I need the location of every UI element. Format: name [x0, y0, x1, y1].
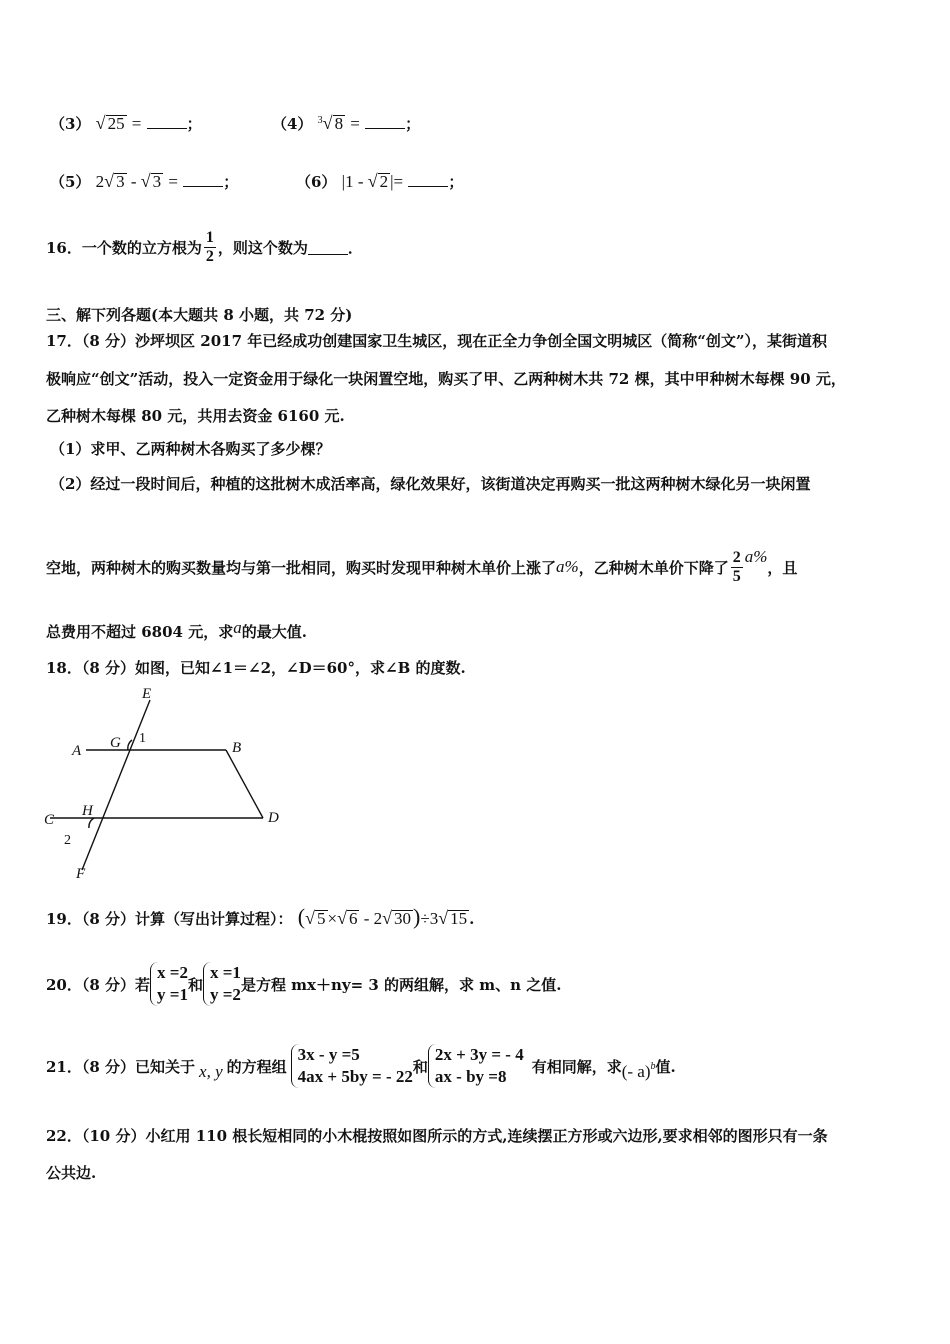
- label-angle-2: 2: [64, 833, 71, 848]
- sqrt-symbol: √: [104, 171, 115, 191]
- line-BD: [226, 750, 263, 818]
- label-E: E: [142, 686, 152, 702]
- label-B: B: [232, 740, 242, 756]
- sqrt-symbol: √: [367, 171, 378, 191]
- sqrt-symbol: √: [95, 113, 106, 133]
- answer-blank[interactable]: [147, 114, 187, 129]
- answer-blank[interactable]: [183, 172, 223, 187]
- q17-sub2: （2）经过一段时间后，种植的这批树木成活率高，绿化效果好，该街道决定再购买一批这两种树木绿化另一块闲置: [50, 475, 811, 493]
- equation-system: x =1 y =2: [203, 962, 241, 1006]
- question-20: 20．（8 分）若 x =2 y =1 和 x =1 y =2 是方程 mx＋ny= 3 的两组解，求 m、n 之值.: [46, 963, 562, 1004]
- fraction: $\frac{1}{2}$: [205, 228, 214, 265]
- q15-part3: （3） √ 25 = ；: [50, 113, 202, 133]
- q17-line5: 空地，两种树木的购买数量均与第一批相同，购买时发现甲种树木单价上涨了 a% ，乙种树木单价下降了 $\frac{2}{5}$ a% ，且: [46, 547, 798, 585]
- q17-line: 乙种树木每棵 80 元，共用去资金 6160 元.: [46, 407, 345, 425]
- answer-blank[interactable]: [308, 240, 348, 255]
- question-21: 21．（8 分）已知关于 x, y 的方程组 3x - y =5 4ax + 5by = - 22 和 2x + 3y = - 4 ax - by =8 有相同解，求 (- a) $^b$ 值.: [46, 1045, 676, 1086]
- section-title: 三、解下列各题(本大题共 8 小题，共 72 分): [46, 306, 353, 324]
- geometry-figure: [36, 684, 296, 884]
- transversal-line-EF: [82, 700, 150, 870]
- equation-system: 2x + 3y = - 4 ax - by =8: [428, 1044, 524, 1088]
- label-C: C: [44, 812, 55, 828]
- q15-part5: （5） 2√ 3 - √ 3 = ；: [50, 171, 239, 191]
- question-18: 18．（8 分）如图，已知∠1＝∠2，∠D＝60°，求∠B 的度数.: [46, 659, 466, 677]
- q17-line: 17．（8 分）沙坪坝区 2017 年已经成功创建国家卫生城区，现在正全力争创全国文明城区（简称“创文”），某街道积: [46, 332, 827, 350]
- q22-line: 公共边.: [46, 1164, 97, 1182]
- equation-system: 3x - y =5 4ax + 5by = - 22: [291, 1044, 413, 1088]
- q17-sub1: （1）求甲、乙两种树木各购买了多少棵？: [50, 440, 331, 458]
- angle-2-arc: [89, 818, 94, 828]
- answer-blank[interactable]: [365, 114, 405, 129]
- label-F: F: [76, 866, 86, 882]
- answer-blank[interactable]: [408, 172, 448, 187]
- label-H: H: [82, 803, 93, 819]
- q17-line: 极响应“创文”活动，投入一定资金用于绿化一块闲置空地，购买了甲、乙两种树木共 72 棵，其中甲种树木每棵 90 元，: [46, 370, 846, 388]
- equation-system: x =2 y =1: [150, 962, 188, 1006]
- q15-part6: （6） |1 - √ 2 |= ；: [296, 171, 464, 191]
- q22-line: 22．（10 分）小红用 110 根长短相同的小木棍按照如图所示的方式,连续摆正方形或六边形,要求相邻的图形只有一条: [46, 1127, 828, 1145]
- sqrt-symbol: √: [322, 113, 333, 133]
- question-16: 16．一个数的立方根为 $\frac{1}{2}$ ，则这个数为 ．: [46, 228, 363, 265]
- label-A: A: [72, 743, 82, 759]
- q17-line6: 总费用不超过 6804 元，求a的最大值.: [46, 618, 307, 641]
- label-D: D: [268, 810, 279, 826]
- label-angle-1: 1: [139, 731, 146, 746]
- label-G: G: [110, 735, 121, 751]
- question-19: 19．（8 分）计算（写出计算过程）： (√ 5 ×√ 6 - 2√ 30)÷3√ 15 .: [46, 904, 475, 929]
- sqrt-symbol: √: [140, 171, 151, 191]
- q15-part4: （4） $^3$√ 8 = ；: [272, 113, 421, 133]
- fraction: $\frac{2}{5}$: [732, 548, 741, 585]
